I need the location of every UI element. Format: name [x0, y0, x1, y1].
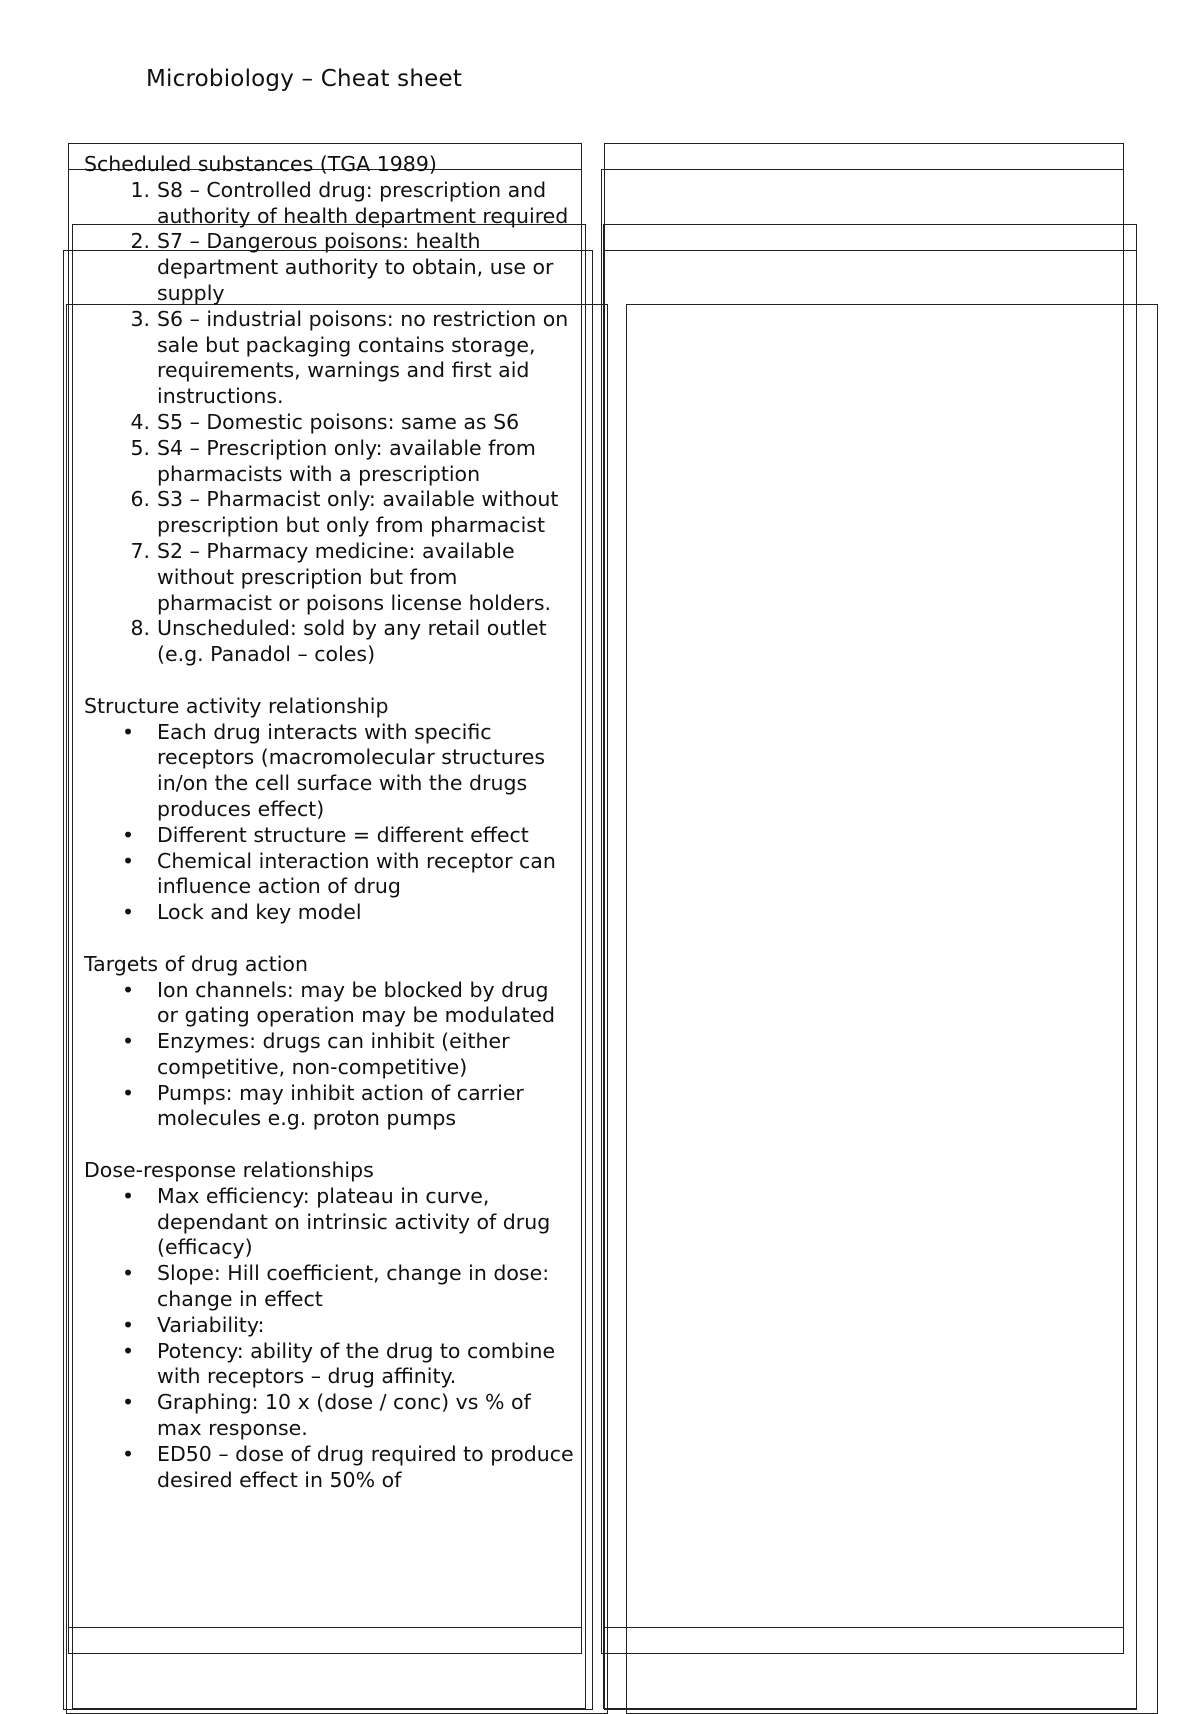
list-item-text: ED50 – dose of drug required to produce desired effect in 50% of: [157, 1441, 574, 1492]
bullet-list: [84, 1184, 574, 1494]
list-item: [84, 1261, 574, 1313]
list-item-text: Ion channels: may be blocked by drug or gating operation may be modulated: [157, 977, 556, 1028]
list-item-text: Each drug interacts with specific receptors (macromolecular structures in/on the cell surface with the drugs produces effect): [157, 719, 546, 821]
paragraph-spacer: [84, 926, 574, 952]
list-item: [84, 616, 574, 668]
page-title: Microbiology – Cheat sheet: [146, 66, 463, 92]
cheat-sheet-content: [84, 152, 574, 1493]
bullet-icon: •: [121, 1441, 135, 1466]
list-item: [84, 436, 574, 488]
list-number: 7.: [130, 538, 150, 563]
list-item-text: Pumps: may inhibit action of carrier molecules e.g. proton pumps: [157, 1080, 524, 1131]
list-item: [84, 539, 574, 616]
list-item-text: S8 – Controlled drug: prescription and authority of health department required: [157, 177, 569, 228]
list-item: [84, 1081, 574, 1133]
list-item: [84, 410, 574, 436]
bullet-list: [84, 978, 574, 1133]
list-item-text: S5 – Domestic poisons: same as S6: [157, 409, 520, 434]
list-item-text: Potency: ability of the drug to combine with receptors – drug affinity.: [157, 1338, 556, 1389]
list-item-text: S4 – Prescription only: available from pharmacists with a prescription: [157, 435, 536, 486]
list-number: 2.: [130, 229, 150, 254]
list-item: [84, 178, 574, 230]
ordered-list: [84, 178, 574, 668]
bullet-icon: •: [121, 1029, 135, 1054]
section-heading: Dose-response relationships: [84, 1158, 374, 1183]
bullet-icon: •: [121, 1183, 135, 1208]
list-number: 3.: [130, 306, 150, 331]
bullet-icon: •: [121, 1312, 135, 1337]
list-number: 5.: [130, 435, 150, 460]
list-item: [84, 1390, 574, 1442]
list-item-text: Variability:: [157, 1312, 265, 1337]
bullet-icon: •: [121, 900, 135, 925]
list-item: [84, 229, 574, 306]
list-item-text: Slope: Hill coefficient, change in dose: change in effect: [157, 1261, 550, 1312]
list-item-text: Max efficiency: plateau in curve, dependant on intrinsic activity of drug (efficacy): [157, 1183, 551, 1260]
list-item: [84, 307, 574, 410]
bullet-icon: •: [121, 977, 135, 1002]
list-item-text: Different structure = different effect: [157, 822, 529, 847]
bullet-icon: •: [121, 1338, 135, 1363]
list-number: 8.: [130, 616, 150, 641]
list-item: [84, 1313, 574, 1339]
list-number: 4.: [130, 409, 150, 434]
list-item-text: Graphing: 10 x (dose / conc) vs % of max response.: [157, 1390, 531, 1441]
paragraph-spacer: [84, 668, 574, 694]
bullet-icon: •: [121, 719, 135, 744]
list-item-text: S7 – Dangerous poisons: health department authority to obtain, use or supply: [157, 229, 554, 305]
list-item: [84, 978, 574, 1030]
bullet-icon: •: [121, 848, 135, 873]
bullet-icon: •: [121, 822, 135, 847]
list-item-text: Unscheduled: sold by any retail outlet (e.g. Panadol – coles): [157, 616, 547, 667]
list-item: [84, 1029, 574, 1081]
section-heading: Scheduled substances (TGA 1989): [84, 152, 437, 176]
list-item: [84, 487, 574, 539]
list-item-text: Enzymes: drugs can inhibit (either competitive, non-competitive): [157, 1029, 510, 1079]
list-item: [84, 900, 574, 926]
bullet-icon: •: [121, 1261, 135, 1286]
list-item: [84, 1184, 574, 1261]
bullet-icon: •: [121, 1080, 135, 1105]
bullet-list: [84, 720, 574, 926]
list-item: [84, 1339, 574, 1391]
list-number: 6.: [130, 487, 150, 512]
list-item-text: S2 – Pharmacy medicine: available without prescription but from pharmacist or poisons license holders.: [157, 538, 552, 615]
list-number: 1.: [130, 177, 150, 202]
list-item: [84, 720, 574, 823]
list-item-text: Chemical interaction with receptor can influence action of drug: [157, 848, 556, 899]
list-item: [84, 1442, 574, 1494]
bullet-icon: •: [121, 1390, 135, 1415]
right-text-frame: [626, 304, 1158, 1714]
list-item: [84, 849, 574, 901]
list-item-text: S3 – Pharmacist only: available without prescription but only from pharmacist: [157, 487, 559, 538]
list-item-text: Lock and key model: [157, 900, 362, 925]
section-heading: Structure activity relationship: [84, 693, 389, 718]
list-item: [84, 823, 574, 849]
paragraph-spacer: [84, 1132, 574, 1158]
section-heading: Targets of drug action: [84, 951, 308, 976]
list-item-text: S6 – industrial poisons: no restriction on sale but packaging contains storage, requirements, warnings and first aid instructions.: [157, 306, 569, 409]
